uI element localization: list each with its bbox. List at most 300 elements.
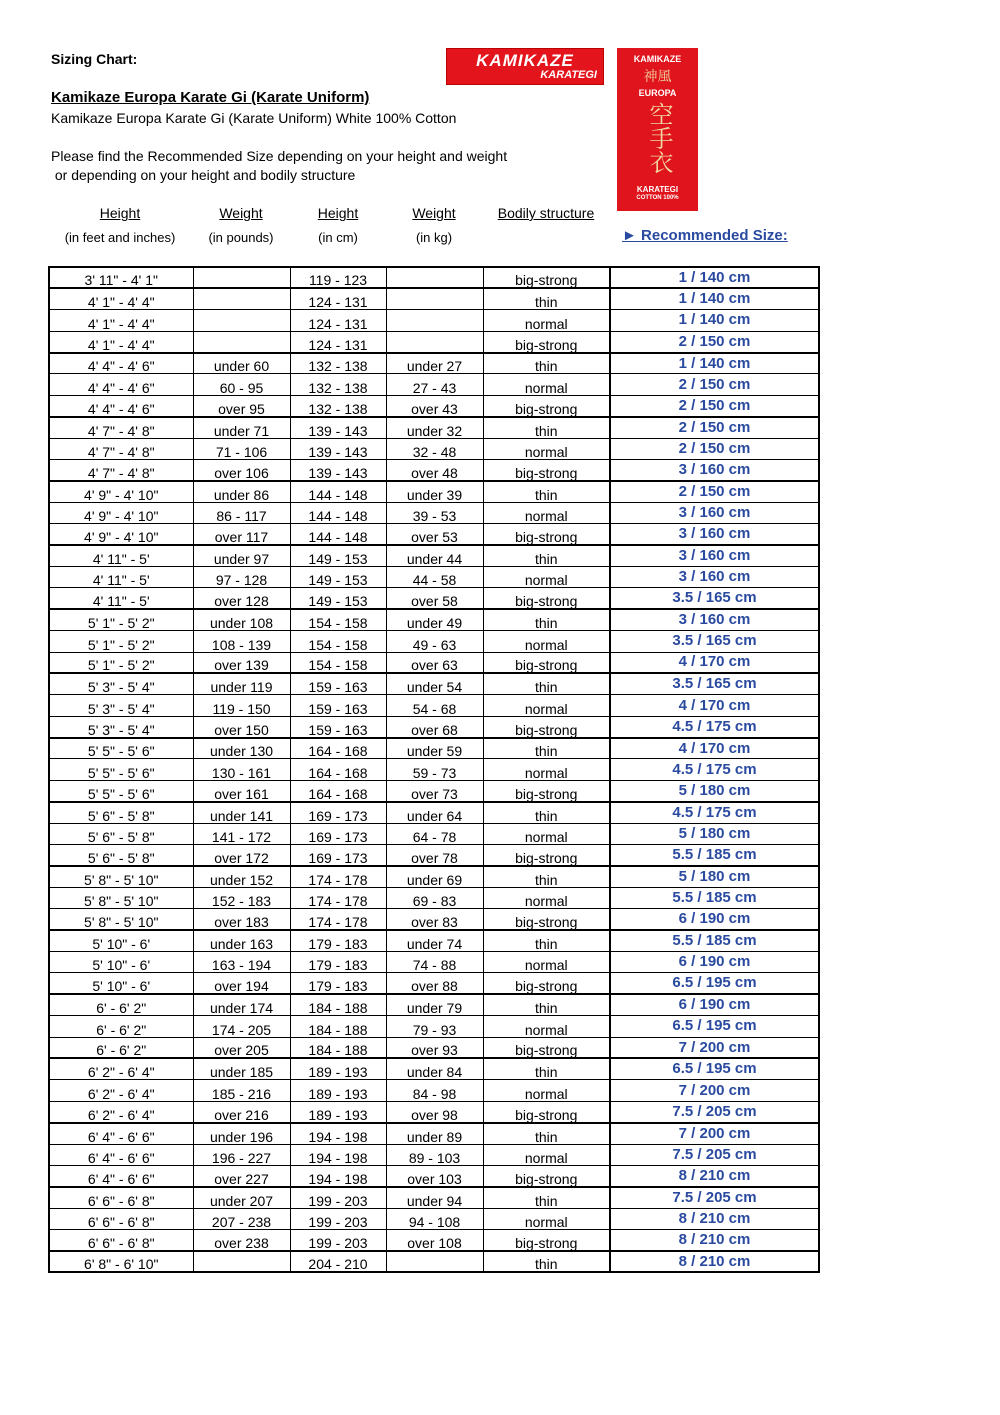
height-ft-cell: 6' 6" - 6' 8" xyxy=(49,1208,193,1229)
bodily-structure-cell: thin xyxy=(483,1058,610,1079)
weight-lb-cell xyxy=(193,288,290,309)
height-cm-cell: 169 - 173 xyxy=(290,823,386,844)
height-ft-cell: 5' 6" - 5' 8" xyxy=(49,802,193,823)
weight-lb-cell: 60 - 95 xyxy=(193,374,290,395)
height-ft-cell: 6' 2" - 6' 4" xyxy=(49,1101,193,1122)
col-unit-height-cm: (in cm) xyxy=(318,230,358,245)
height-cm-cell: 164 - 168 xyxy=(290,780,386,801)
weight-lb-cell: under 86 xyxy=(193,481,290,502)
table-row xyxy=(49,1230,819,1251)
weight-lb-cell: under 108 xyxy=(193,609,290,630)
height-ft-cell: 5' 3" - 5' 4" xyxy=(49,673,193,694)
height-ft-cell: 4' 7" - 4' 8" xyxy=(49,417,193,438)
weight-lb-cell: under 60 xyxy=(193,353,290,374)
recommended-size-cell: 5 / 180 cm xyxy=(610,823,819,844)
height-cm-cell: 164 - 168 xyxy=(290,759,386,780)
height-cm-cell: 204 - 210 xyxy=(290,1251,386,1272)
table-row xyxy=(49,1187,819,1208)
height-cm-cell: 159 - 163 xyxy=(290,673,386,694)
weight-lb-cell: 86 - 117 xyxy=(193,502,290,523)
height-cm-cell: 199 - 203 xyxy=(290,1208,386,1229)
height-cm-cell: 199 - 203 xyxy=(290,1187,386,1208)
table-row xyxy=(49,1037,819,1058)
bodily-structure-cell: thin xyxy=(483,738,610,759)
weight-kg-cell: over 73 xyxy=(386,780,483,801)
bodily-structure-cell: big-strong xyxy=(483,524,610,545)
weight-lb-cell: under 119 xyxy=(193,673,290,694)
bodily-structure-cell: thin xyxy=(483,288,610,309)
height-ft-cell: 5' 8" - 5' 10" xyxy=(49,866,193,887)
weight-kg-cell: over 83 xyxy=(386,909,483,930)
height-ft-cell: 4' 9" - 4' 10" xyxy=(49,481,193,502)
bodily-structure-cell: big-strong xyxy=(483,395,610,416)
height-cm-cell: 179 - 183 xyxy=(290,973,386,994)
table-row xyxy=(49,1016,819,1037)
table-row xyxy=(49,952,819,973)
bodily-structure-cell: big-strong xyxy=(483,1101,610,1122)
bodily-structure-cell: normal xyxy=(483,1080,610,1101)
table-row xyxy=(49,524,819,545)
patch-brand: KAMIKAZE xyxy=(633,54,682,64)
logo-banner-karategi: KARATEGI xyxy=(540,69,597,81)
height-ft-cell: 6' 8" - 6' 10" xyxy=(49,1251,193,1272)
height-cm-cell: 164 - 168 xyxy=(290,738,386,759)
recommended-size-cell: 3 / 160 cm xyxy=(610,566,819,587)
bodily-structure-cell: thin xyxy=(483,930,610,951)
weight-lb-cell: over 161 xyxy=(193,780,290,801)
bodily-structure-cell: big-strong xyxy=(483,331,610,352)
weight-lb-cell: under 71 xyxy=(193,417,290,438)
bodily-structure-cell: big-strong xyxy=(483,716,610,737)
weight-kg-cell: over 68 xyxy=(386,716,483,737)
height-cm-cell: 189 - 193 xyxy=(290,1058,386,1079)
height-ft-cell: 5' 3" - 5' 4" xyxy=(49,695,193,716)
bodily-structure-cell: big-strong xyxy=(483,267,610,288)
bodily-structure-cell: normal xyxy=(483,502,610,523)
height-cm-cell: 154 - 158 xyxy=(290,631,386,652)
bodily-structure-cell: thin xyxy=(483,802,610,823)
recommended-size-cell: 4 / 170 cm xyxy=(610,695,819,716)
table-row xyxy=(49,460,819,481)
weight-kg-cell: 64 - 78 xyxy=(386,823,483,844)
bodily-structure-cell: big-strong xyxy=(483,909,610,930)
weight-kg-cell: over 98 xyxy=(386,1101,483,1122)
bodily-structure-cell: normal xyxy=(483,823,610,844)
recommended-size-cell: 6.5 / 195 cm xyxy=(610,973,819,994)
recommended-size-cell: 2 / 150 cm xyxy=(610,331,819,352)
height-cm-cell: 184 - 188 xyxy=(290,1016,386,1037)
weight-lb-cell: under 207 xyxy=(193,1187,290,1208)
recommended-size-cell: 3.5 / 165 cm xyxy=(610,588,819,609)
weight-kg-cell: 84 - 98 xyxy=(386,1080,483,1101)
height-ft-cell: 5' 10" - 6' xyxy=(49,973,193,994)
weight-kg-cell: under 54 xyxy=(386,673,483,694)
weight-kg-cell: under 79 xyxy=(386,994,483,1015)
weight-kg-cell: under 89 xyxy=(386,1123,483,1144)
weight-lb-cell: over 194 xyxy=(193,973,290,994)
recommended-size-cell: 2 / 150 cm xyxy=(610,417,819,438)
height-cm-cell: 124 - 131 xyxy=(290,331,386,352)
height-ft-cell: 5' 6" - 5' 8" xyxy=(49,845,193,866)
col-unit-weight-kg: (in kg) xyxy=(415,230,453,245)
bodily-structure-cell: big-strong xyxy=(483,588,610,609)
recommended-size-cell: 6.5 / 195 cm xyxy=(610,1058,819,1079)
table-row xyxy=(49,652,819,673)
bodily-structure-cell: thin xyxy=(483,481,610,502)
height-cm-cell: 159 - 163 xyxy=(290,695,386,716)
size-table-body xyxy=(49,267,819,1272)
table-row xyxy=(49,566,819,587)
weight-kg-cell xyxy=(386,310,483,331)
weight-kg-cell xyxy=(386,267,483,288)
recommended-size-cell: 3 / 160 cm xyxy=(610,502,819,523)
table-row xyxy=(49,866,819,887)
weight-kg-cell: under 74 xyxy=(386,930,483,951)
weight-kg-cell: 44 - 58 xyxy=(386,566,483,587)
height-ft-cell: 6' 4" - 6' 6" xyxy=(49,1144,193,1165)
weight-kg-cell: under 27 xyxy=(386,353,483,374)
col-header-height-ft: Height xyxy=(99,205,141,221)
height-ft-cell: 6' - 6' 2" xyxy=(49,994,193,1015)
recommended-size-cell: 3.5 / 165 cm xyxy=(610,673,819,694)
height-cm-cell: 144 - 148 xyxy=(290,481,386,502)
table-row xyxy=(49,930,819,951)
height-ft-cell: 5' 8" - 5' 10" xyxy=(49,909,193,930)
weight-lb-cell: 152 - 183 xyxy=(193,887,290,908)
height-cm-cell: 119 - 123 xyxy=(290,267,386,288)
size-table xyxy=(48,266,820,1273)
height-cm-cell: 132 - 138 xyxy=(290,395,386,416)
height-ft-cell: 6' 6" - 6' 8" xyxy=(49,1230,193,1251)
weight-lb-cell: under 196 xyxy=(193,1123,290,1144)
height-ft-cell: 5' 6" - 5' 8" xyxy=(49,823,193,844)
recommended-size-cell: 7 / 200 cm xyxy=(610,1123,819,1144)
weight-lb-cell: over 95 xyxy=(193,395,290,416)
table-row xyxy=(49,695,819,716)
col-unit-weight-lb: (in pounds) xyxy=(208,230,274,245)
recommended-size-cell: 3 / 160 cm xyxy=(610,609,819,630)
weight-lb-cell: under 97 xyxy=(193,545,290,566)
bodily-structure-cell: normal xyxy=(483,310,610,331)
weight-lb-cell: 163 - 194 xyxy=(193,952,290,973)
patch-karategi: KARATEGI xyxy=(636,185,679,194)
table-row xyxy=(49,609,819,630)
weight-lb-cell: 207 - 238 xyxy=(193,1208,290,1229)
height-cm-cell: 124 - 131 xyxy=(290,288,386,309)
recommended-size-cell: 7.5 / 205 cm xyxy=(610,1144,819,1165)
table-row xyxy=(49,1251,819,1272)
height-ft-cell: 6' 2" - 6' 4" xyxy=(49,1058,193,1079)
recommended-size-cell: 1 / 140 cm xyxy=(610,288,819,309)
bodily-structure-cell: thin xyxy=(483,994,610,1015)
table-row xyxy=(49,673,819,694)
weight-lb-cell: over 216 xyxy=(193,1101,290,1122)
bodily-structure-cell: big-strong xyxy=(483,1230,610,1251)
recommended-size-cell: 6.5 / 195 cm xyxy=(610,1016,819,1037)
bodily-structure-cell: normal xyxy=(483,952,610,973)
weight-kg-cell: under 84 xyxy=(386,1058,483,1079)
height-cm-cell: 169 - 173 xyxy=(290,802,386,823)
recommended-size-cell: 2 / 150 cm xyxy=(610,438,819,459)
weight-lb-cell: under 141 xyxy=(193,802,290,823)
bodily-structure-cell: big-strong xyxy=(483,1165,610,1186)
instruction-line-1: Please find the Recommended Size depending on your height and weight xyxy=(51,148,508,164)
weight-kg-cell xyxy=(386,331,483,352)
height-ft-cell: 4' 7" - 4' 8" xyxy=(49,438,193,459)
kamikaze-logo-banner xyxy=(446,48,604,85)
weight-lb-cell: over 150 xyxy=(193,716,290,737)
height-cm-cell: 189 - 193 xyxy=(290,1080,386,1101)
weight-kg-cell: 89 - 103 xyxy=(386,1144,483,1165)
recommended-size-cell: 3.5 / 165 cm xyxy=(610,631,819,652)
weight-kg-cell: over 108 xyxy=(386,1230,483,1251)
height-ft-cell: 4' 7" - 4' 8" xyxy=(49,460,193,481)
recommended-size-cell: 7 / 200 cm xyxy=(610,1080,819,1101)
bodily-structure-cell: thin xyxy=(483,1251,610,1272)
weight-lb-cell: 97 - 128 xyxy=(193,566,290,587)
weight-kg-cell: under 59 xyxy=(386,738,483,759)
weight-lb-cell: over 117 xyxy=(193,524,290,545)
bodily-structure-cell: normal xyxy=(483,1016,610,1037)
height-cm-cell: 179 - 183 xyxy=(290,952,386,973)
bodily-structure-cell: big-strong xyxy=(483,973,610,994)
recommended-size-cell: 4.5 / 175 cm xyxy=(610,716,819,737)
table-row xyxy=(49,909,819,930)
recommended-size-cell: 2 / 150 cm xyxy=(610,374,819,395)
weight-lb-cell: 141 - 172 xyxy=(193,823,290,844)
col-header-weight-lb: Weight xyxy=(219,205,263,221)
recommended-size-cell: 7.5 / 205 cm xyxy=(610,1187,819,1208)
height-cm-cell: 159 - 163 xyxy=(290,716,386,737)
height-cm-cell: 179 - 183 xyxy=(290,930,386,951)
bodily-structure-cell: big-strong xyxy=(483,1037,610,1058)
height-cm-cell: 149 - 153 xyxy=(290,588,386,609)
table-row xyxy=(49,994,819,1015)
bodily-structure-cell: big-strong xyxy=(483,845,610,866)
recommended-size-cell: 6 / 190 cm xyxy=(610,909,819,930)
patch-model: EUROPA xyxy=(638,88,677,98)
weight-kg-cell: over 53 xyxy=(386,524,483,545)
weight-kg-cell: 94 - 108 xyxy=(386,1208,483,1229)
bodily-structure-cell: normal xyxy=(483,759,610,780)
weight-lb-cell: 185 - 216 xyxy=(193,1080,290,1101)
height-cm-cell: 174 - 178 xyxy=(290,909,386,930)
height-cm-cell: 132 - 138 xyxy=(290,353,386,374)
recommended-size-cell: 3 / 160 cm xyxy=(610,460,819,481)
table-row xyxy=(49,1165,819,1186)
height-ft-cell: 4' 1" - 4' 4" xyxy=(49,288,193,309)
weight-lb-cell: over 227 xyxy=(193,1165,290,1186)
table-row xyxy=(49,1101,819,1122)
bodily-structure-cell: normal xyxy=(483,566,610,587)
logo-banner-brand: KAMIKAZE xyxy=(476,51,574,70)
recommended-size-cell: 5.5 / 185 cm xyxy=(610,930,819,951)
recommended-size-cell: 4.5 / 175 cm xyxy=(610,802,819,823)
table-row xyxy=(49,1080,819,1101)
height-cm-cell: 194 - 198 xyxy=(290,1144,386,1165)
bodily-structure-cell: normal xyxy=(483,374,610,395)
weight-kg-cell: 49 - 63 xyxy=(386,631,483,652)
table-row xyxy=(49,395,819,416)
weight-lb-cell: 108 - 139 xyxy=(193,631,290,652)
height-ft-cell: 5' 5" - 5' 6" xyxy=(49,738,193,759)
recommended-size-cell: 8 / 210 cm xyxy=(610,1230,819,1251)
height-ft-cell: 5' 3" - 5' 4" xyxy=(49,716,193,737)
weight-kg-cell: under 69 xyxy=(386,866,483,887)
weight-lb-cell: over 183 xyxy=(193,909,290,930)
bodily-structure-cell: big-strong xyxy=(483,780,610,801)
height-ft-cell: 3' 11" - 4' 1" xyxy=(49,267,193,288)
height-cm-cell: 184 - 188 xyxy=(290,1037,386,1058)
height-ft-cell: 5' 1" - 5' 2" xyxy=(49,631,193,652)
height-ft-cell: 5' 8" - 5' 10" xyxy=(49,887,193,908)
recommended-size-header: ► Recommended Size: xyxy=(622,227,788,244)
weight-lb-cell: under 152 xyxy=(193,866,290,887)
height-cm-cell: 184 - 188 xyxy=(290,994,386,1015)
weight-kg-cell: over 58 xyxy=(386,588,483,609)
recommended-size-cell: 2 / 150 cm xyxy=(610,395,819,416)
table-row xyxy=(49,1144,819,1165)
recommended-size-cell: 4 / 170 cm xyxy=(610,738,819,759)
bodily-structure-cell: thin xyxy=(483,673,610,694)
weight-kg-cell: under 32 xyxy=(386,417,483,438)
weight-kg-cell: 54 - 68 xyxy=(386,695,483,716)
weight-lb-cell: 196 - 227 xyxy=(193,1144,290,1165)
europa-label-patch xyxy=(617,48,698,211)
weight-kg-cell: under 44 xyxy=(386,545,483,566)
weight-kg-cell: over 78 xyxy=(386,845,483,866)
recommended-size-cell: 8 / 210 cm xyxy=(610,1251,819,1272)
weight-kg-cell: under 94 xyxy=(386,1187,483,1208)
table-row xyxy=(49,310,819,331)
weight-lb-cell: 174 - 205 xyxy=(193,1016,290,1037)
weight-lb-cell: 71 - 106 xyxy=(193,438,290,459)
height-ft-cell: 6' 6" - 6' 8" xyxy=(49,1187,193,1208)
recommended-size-cell: 5 / 180 cm xyxy=(610,780,819,801)
weight-kg-cell: over 103 xyxy=(386,1165,483,1186)
col-header-bodily-structure: Bodily structure xyxy=(497,205,595,221)
height-cm-cell: 144 - 148 xyxy=(290,502,386,523)
weight-kg-cell xyxy=(386,1251,483,1272)
height-cm-cell: 154 - 158 xyxy=(290,609,386,630)
weight-kg-cell: under 64 xyxy=(386,802,483,823)
weight-kg-cell: 59 - 73 xyxy=(386,759,483,780)
height-cm-cell: 139 - 143 xyxy=(290,460,386,481)
weight-kg-cell: 79 - 93 xyxy=(386,1016,483,1037)
bodily-structure-cell: thin xyxy=(483,609,610,630)
recommended-size-cell: 6 / 190 cm xyxy=(610,994,819,1015)
height-ft-cell: 5' 10" - 6' xyxy=(49,952,193,973)
height-cm-cell: 144 - 148 xyxy=(290,524,386,545)
bodily-structure-cell: thin xyxy=(483,866,610,887)
bodily-structure-cell: normal xyxy=(483,695,610,716)
table-row xyxy=(49,1123,819,1144)
height-ft-cell: 6' - 6' 2" xyxy=(49,1016,193,1037)
height-ft-cell: 6' 4" - 6' 6" xyxy=(49,1165,193,1186)
height-ft-cell: 5' 5" - 5' 6" xyxy=(49,759,193,780)
table-row xyxy=(49,738,819,759)
bodily-structure-cell: big-strong xyxy=(483,460,610,481)
height-cm-cell: 139 - 143 xyxy=(290,438,386,459)
height-ft-cell: 5' 1" - 5' 2" xyxy=(49,652,193,673)
recommended-size-cell: 3 / 160 cm xyxy=(610,524,819,545)
recommended-size-cell: 8 / 210 cm xyxy=(610,1208,819,1229)
table-row xyxy=(49,331,819,352)
height-ft-cell: 4' 11" - 5' xyxy=(49,588,193,609)
table-row xyxy=(49,887,819,908)
height-cm-cell: 194 - 198 xyxy=(290,1165,386,1186)
recommended-size-cell: 4 / 170 cm xyxy=(610,652,819,673)
product-title: Kamikaze Europa Karate Gi (Karate Uniform) xyxy=(51,89,370,106)
table-row xyxy=(49,823,819,844)
bodily-structure-cell: thin xyxy=(483,417,610,438)
height-cm-cell: 124 - 131 xyxy=(290,310,386,331)
recommended-size-cell: 7 / 200 cm xyxy=(610,1037,819,1058)
height-ft-cell: 4' 4" - 4' 6" xyxy=(49,353,193,374)
table-row xyxy=(49,716,819,737)
height-ft-cell: 6' - 6' 2" xyxy=(49,1037,193,1058)
recommended-size-cell: 7.5 / 205 cm xyxy=(610,1101,819,1122)
weight-lb-cell: over 139 xyxy=(193,652,290,673)
height-ft-cell: 4' 11" - 5' xyxy=(49,545,193,566)
weight-kg-cell: over 48 xyxy=(386,460,483,481)
table-row xyxy=(49,588,819,609)
height-ft-cell: 4' 1" - 4' 4" xyxy=(49,310,193,331)
weight-kg-cell: over 93 xyxy=(386,1037,483,1058)
height-ft-cell: 4' 11" - 5' xyxy=(49,566,193,587)
bodily-structure-cell: normal xyxy=(483,631,610,652)
table-row xyxy=(49,1058,819,1079)
table-row xyxy=(49,631,819,652)
bodily-structure-cell: normal xyxy=(483,438,610,459)
height-cm-cell: 139 - 143 xyxy=(290,417,386,438)
weight-lb-cell xyxy=(193,310,290,331)
weight-kg-cell: over 63 xyxy=(386,652,483,673)
height-cm-cell: 169 - 173 xyxy=(290,845,386,866)
height-ft-cell: 4' 4" - 4' 6" xyxy=(49,374,193,395)
recommended-size-cell: 5.5 / 185 cm xyxy=(610,887,819,908)
recommended-size-cell: 8 / 210 cm xyxy=(610,1165,819,1186)
weight-lb-cell: over 172 xyxy=(193,845,290,866)
table-row xyxy=(49,802,819,823)
weight-lb-cell xyxy=(193,1251,290,1272)
weight-kg-cell: over 43 xyxy=(386,395,483,416)
bodily-structure-cell: normal xyxy=(483,1144,610,1165)
bodily-structure-cell: thin xyxy=(483,1187,610,1208)
height-ft-cell: 4' 9" - 4' 10" xyxy=(49,524,193,545)
recommended-size-cell: 1 / 140 cm xyxy=(610,267,819,288)
weight-lb-cell: under 163 xyxy=(193,930,290,951)
table-row xyxy=(49,438,819,459)
weight-lb-cell: over 205 xyxy=(193,1037,290,1058)
height-cm-cell: 189 - 193 xyxy=(290,1101,386,1122)
bodily-structure-cell: normal xyxy=(483,887,610,908)
weight-kg-cell: 39 - 53 xyxy=(386,502,483,523)
table-row xyxy=(49,759,819,780)
weight-lb-cell: 130 - 161 xyxy=(193,759,290,780)
table-row xyxy=(49,353,819,374)
recommended-size-cell: 6 / 190 cm xyxy=(610,952,819,973)
recommended-size-cell: 1 / 140 cm xyxy=(610,310,819,331)
weight-lb-cell xyxy=(193,331,290,352)
instruction-line-2: or depending on your height and bodily structure xyxy=(51,167,356,183)
bodily-structure-cell: thin xyxy=(483,1123,610,1144)
height-cm-cell: 199 - 203 xyxy=(290,1230,386,1251)
patch-kanji-large: 空手衣 xyxy=(645,102,672,174)
weight-lb-cell: under 174 xyxy=(193,994,290,1015)
weight-kg-cell: 69 - 83 xyxy=(386,887,483,908)
weight-lb-cell: under 185 xyxy=(193,1058,290,1079)
